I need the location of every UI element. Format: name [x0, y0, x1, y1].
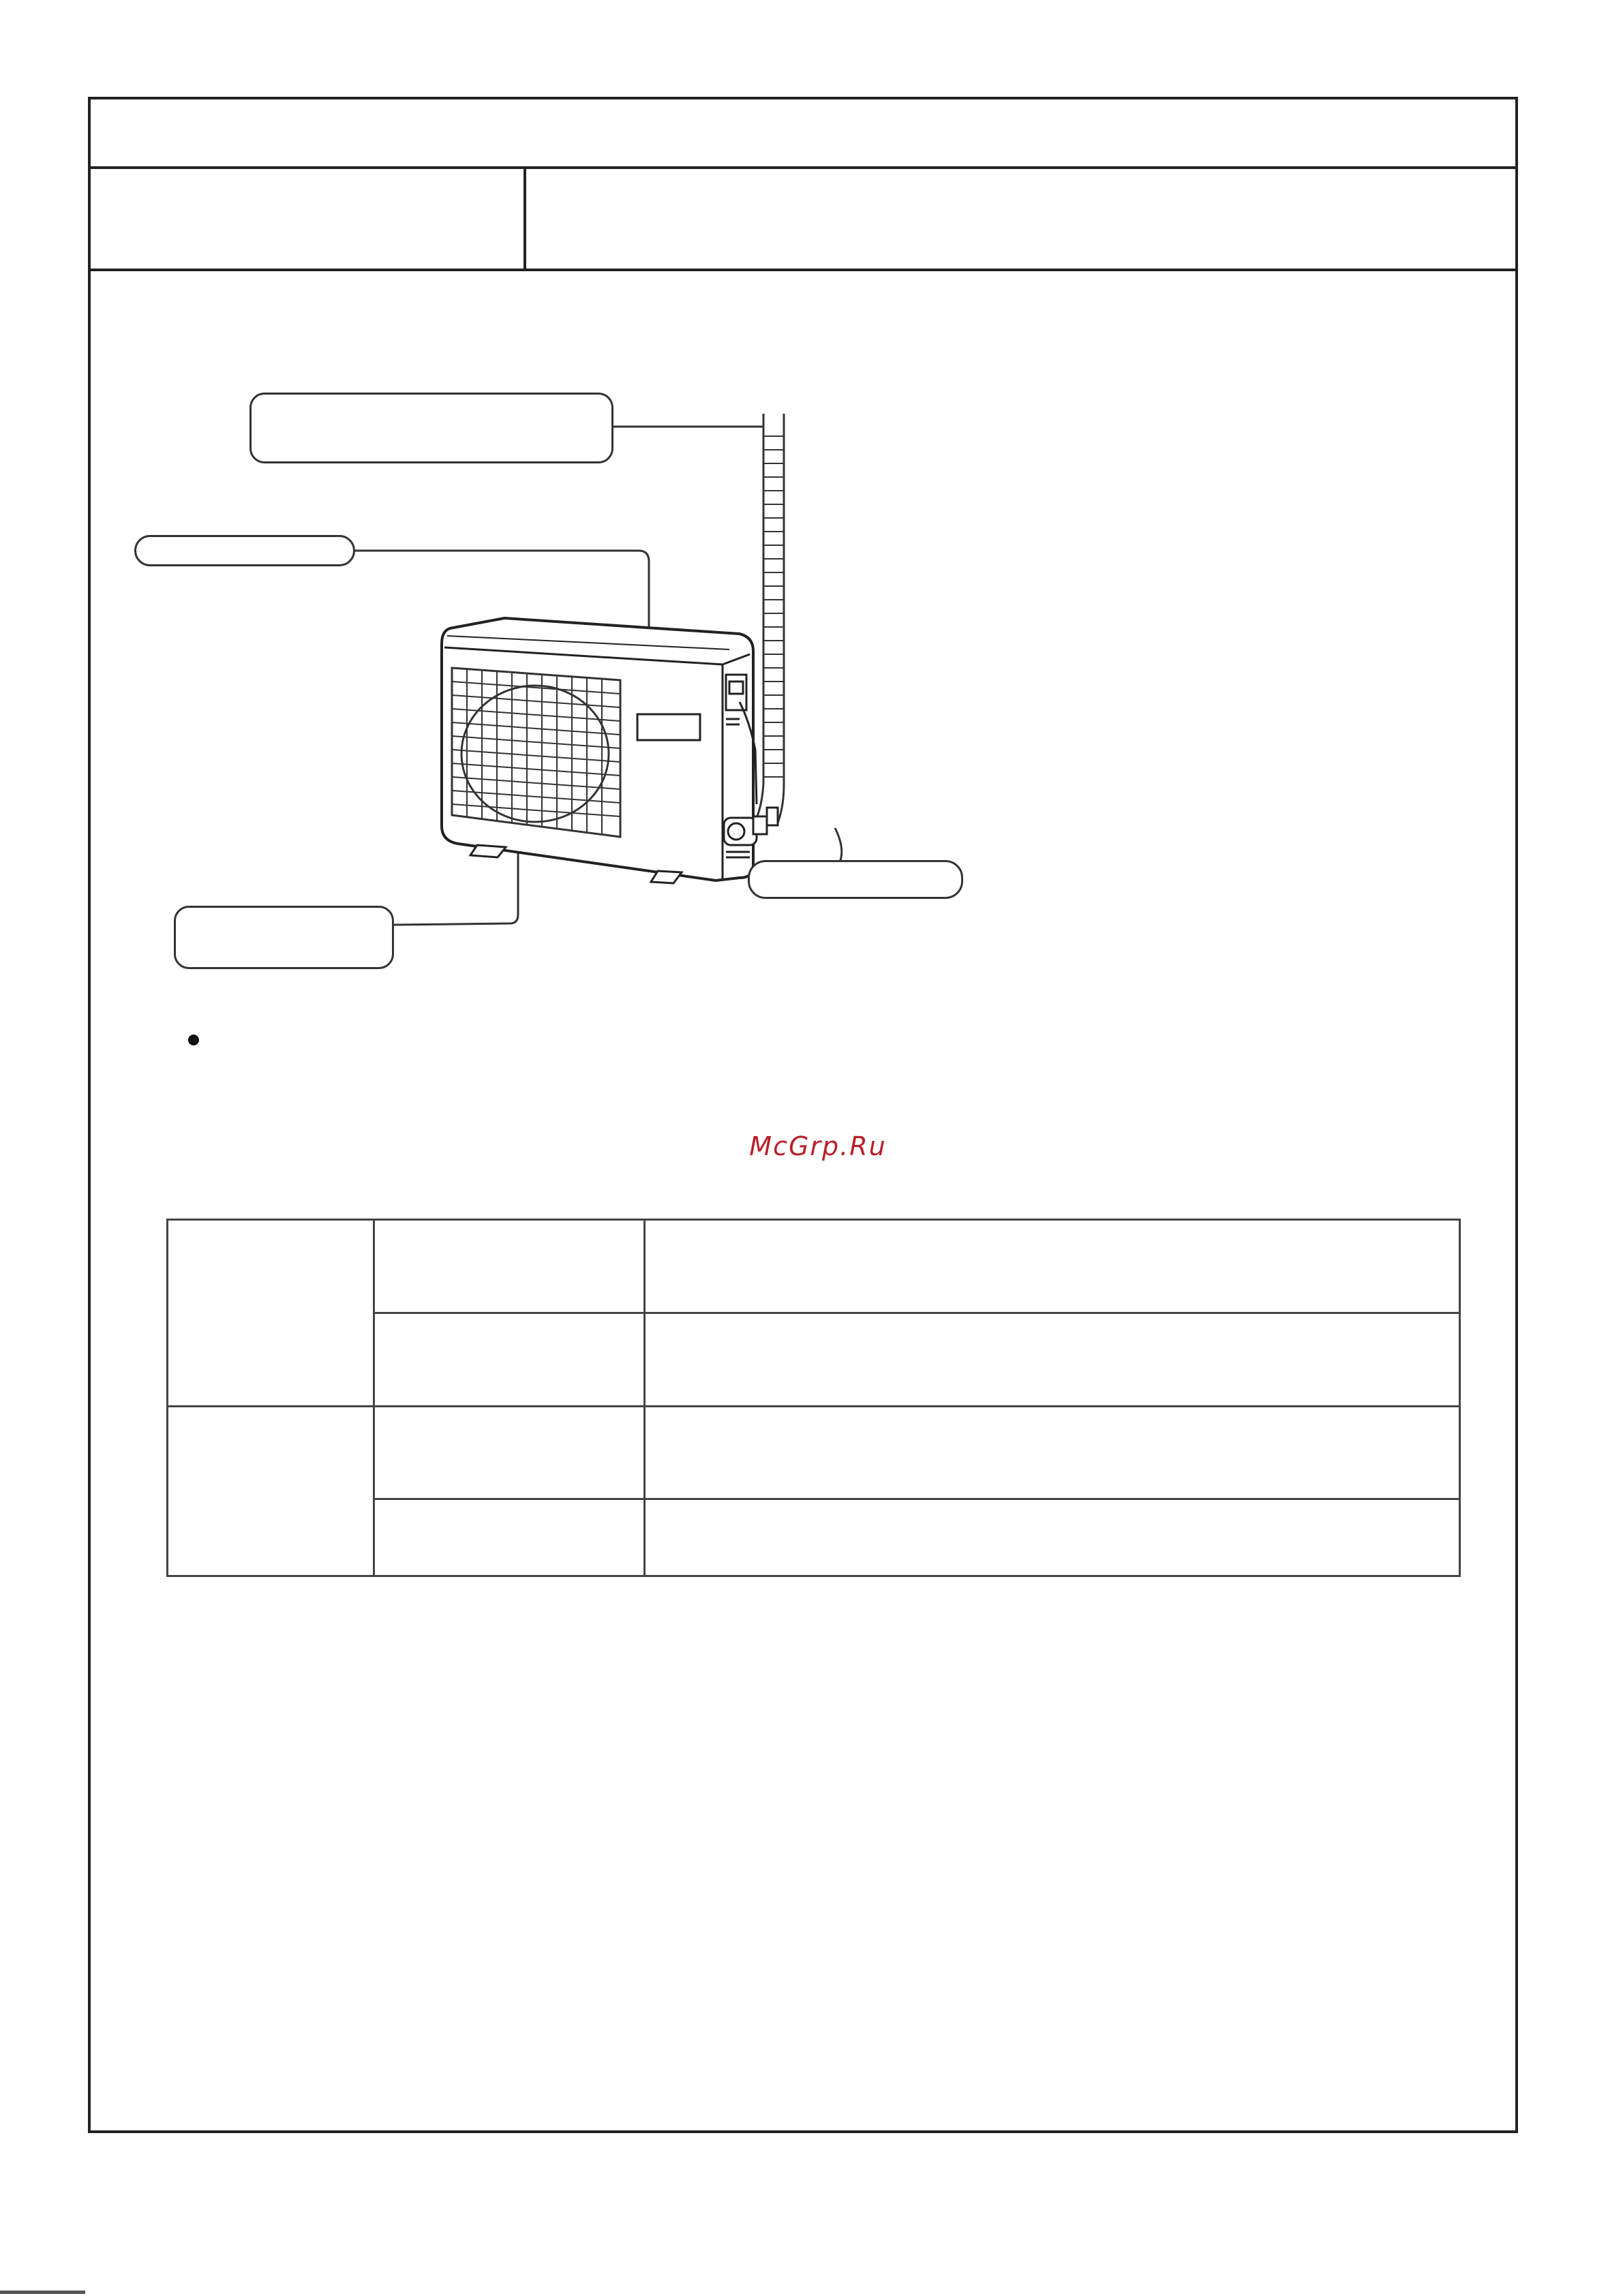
table-value-cell [645, 1407, 1460, 1499]
bullet-point [188, 1035, 199, 1045]
table-item-cell [374, 1220, 645, 1313]
table-row [168, 1220, 1460, 1313]
table-item-cell [374, 1407, 645, 1499]
table-group-cell [168, 1220, 374, 1407]
header-divider [524, 169, 526, 269]
callout-fan-grille [174, 906, 394, 969]
spec-table [166, 1219, 1461, 1577]
header-info-row [91, 169, 1515, 271]
table-value-cell [645, 1313, 1460, 1407]
corner-mark [0, 2291, 85, 2294]
watermark-text: McGrp.Ru [749, 1131, 887, 1161]
callout-pipe-valves [748, 860, 963, 899]
table-group-cell [168, 1407, 374, 1576]
callout-top-panel [134, 535, 355, 566]
table-value-cell [645, 1499, 1460, 1576]
table-item-cell [374, 1499, 645, 1576]
table-item-cell [374, 1313, 645, 1407]
table-row [168, 1407, 1460, 1499]
table-value-cell [645, 1220, 1460, 1313]
header-title-row [91, 100, 1515, 169]
callout-top-pipe [249, 393, 613, 463]
